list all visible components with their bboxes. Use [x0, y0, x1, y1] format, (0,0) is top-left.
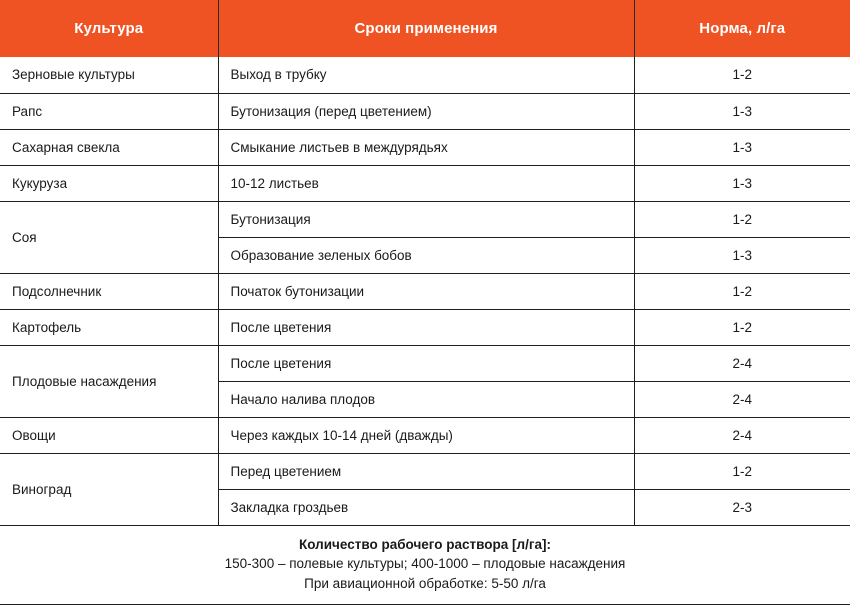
table-header — [0, 0, 850, 57]
cell-rate: 1-3 — [634, 93, 850, 129]
table-row — [0, 417, 850, 453]
working-solution-title: Количество рабочего раствора [л/га]: — [299, 536, 551, 552]
cell-culture: Плодовые насаждения — [0, 345, 218, 417]
column-header-culture: Культура — [0, 0, 218, 57]
cell-application-term: Бутонизация (перед цветением) — [218, 93, 634, 129]
table-row — [0, 165, 850, 201]
working-solution-line-aerial: При авиационной обработке: 5-50 л/га — [304, 575, 546, 591]
cell-rate: 1-2 — [634, 453, 850, 489]
table-row — [0, 93, 850, 129]
cell-rate: 1-2 — [634, 57, 850, 93]
cell-rate: 1-2 — [634, 309, 850, 345]
cell-rate: 1-2 — [634, 273, 850, 309]
cell-application-term: Закладка гроздьев — [218, 489, 634, 525]
cell-rate: 2-4 — [634, 345, 850, 381]
cell-culture: Картофель — [0, 309, 218, 345]
cell-application-term: Смыкание листьев в междурядьях — [218, 129, 634, 165]
cell-rate: 1-3 — [634, 165, 850, 201]
cell-culture: Виноград — [0, 453, 218, 525]
cell-rate: 1-3 — [634, 237, 850, 273]
cell-application-term: Бутонизация — [218, 201, 634, 237]
cell-application-term: Через каждых 10-14 дней (дважды) — [218, 417, 634, 453]
cell-application-term: Образование зеленых бобов — [218, 237, 634, 273]
column-header-terms: Сроки применения — [218, 0, 634, 57]
cell-rate: 2-3 — [634, 489, 850, 525]
table-row — [0, 129, 850, 165]
cell-culture: Соя — [0, 201, 218, 273]
cell-culture: Кукуруза — [0, 165, 218, 201]
cell-rate: 1-3 — [634, 129, 850, 165]
table-row — [0, 201, 850, 237]
working-solution-note — [0, 525, 850, 604]
working-solution-line-field-orchard: 150-300 – полевые культуры; 400-1000 – плодовые насаждения — [224, 556, 626, 572]
cell-application-term: После цветения — [218, 345, 634, 381]
cell-application-term: 10-12 листьев — [218, 165, 634, 201]
cell-rate: 2-4 — [634, 417, 850, 453]
cell-application-term: Перед цветением — [218, 453, 634, 489]
cell-application-term: После цветения — [218, 309, 634, 345]
cell-culture: Сахарная свекла — [0, 129, 218, 165]
cell-application-term: Начало налива плодов — [218, 381, 634, 417]
cell-culture: Зерновые культуры — [0, 57, 218, 93]
cell-rate: 2-4 — [634, 381, 850, 417]
cell-culture: Рапс — [0, 93, 218, 129]
column-header-rate: Норма, л/га — [634, 0, 850, 57]
cell-culture: Подсолнечник — [0, 273, 218, 309]
cell-application-term: Выход в трубку — [218, 57, 634, 93]
cell-rate: 1-2 — [634, 201, 850, 237]
footer-row — [0, 525, 850, 604]
table-row — [0, 345, 850, 381]
table-body — [0, 57, 850, 525]
table-footer — [0, 525, 850, 604]
table-row — [0, 453, 850, 489]
table-row — [0, 273, 850, 309]
table-header-row — [0, 0, 850, 57]
table-row — [0, 57, 850, 93]
table-row — [0, 309, 850, 345]
cell-culture: Овощи — [0, 417, 218, 453]
cell-application-term: Початок бутонизации — [218, 273, 634, 309]
